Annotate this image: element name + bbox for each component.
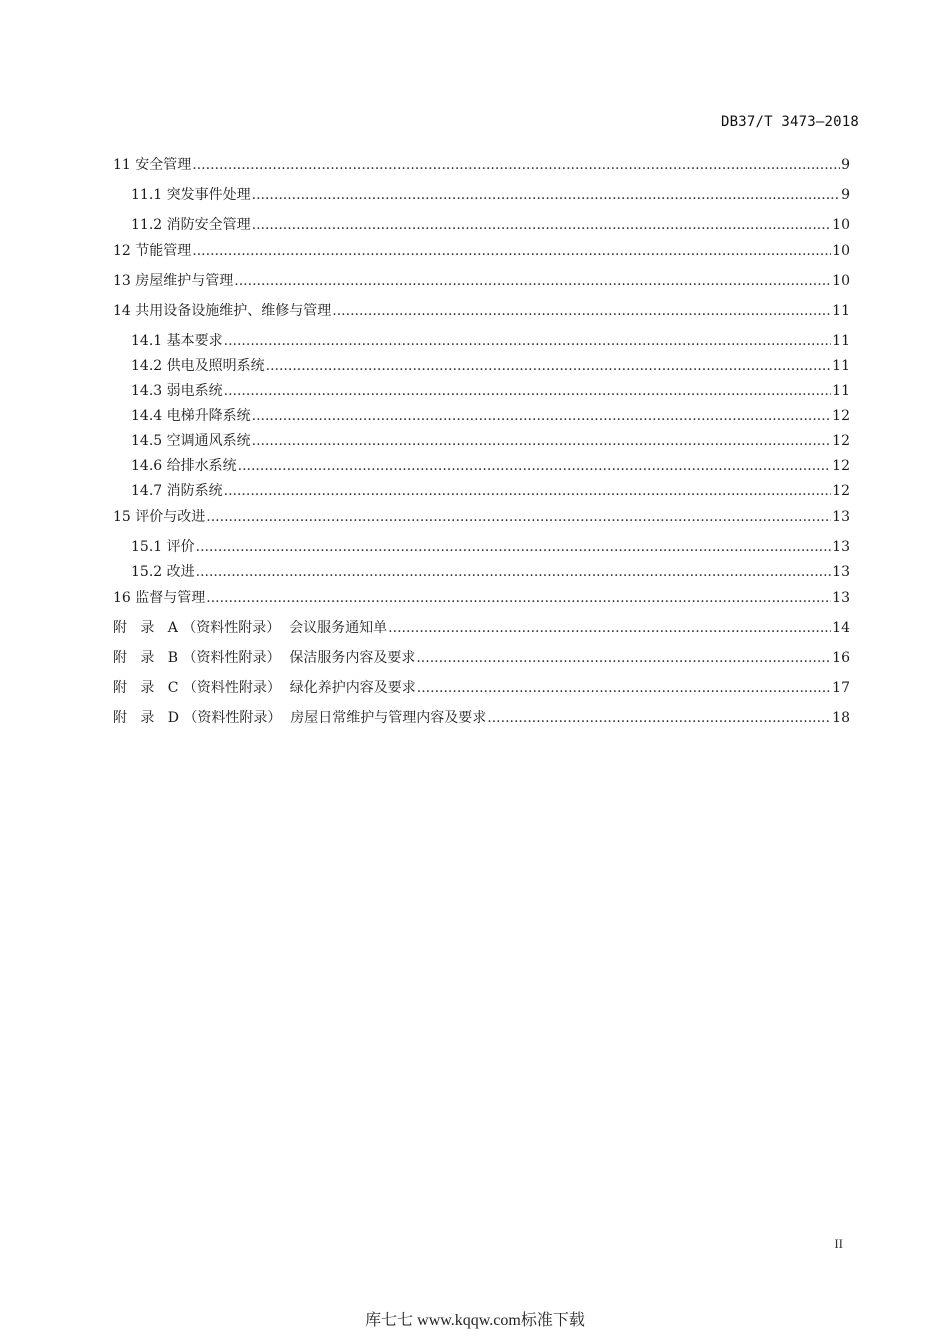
toc-dot-leader <box>192 155 840 175</box>
toc-dot-leader <box>252 406 832 426</box>
toc-entry-label: 11.1 突发事件处理 <box>131 187 251 203</box>
toc-entry-page: 11 <box>832 358 850 374</box>
toc-entry-page: 10 <box>832 243 850 259</box>
toc-entry-label: 附 录 D （资料性附录） 房屋日常维护与管理内容及要求 <box>113 710 487 726</box>
toc-dot-leader <box>234 271 831 291</box>
toc-entry[interactable] <box>113 301 850 321</box>
toc-entry[interactable] <box>113 356 850 376</box>
toc-entry-label: 15 评价与改进 <box>113 509 206 525</box>
toc-entry-label: 14.2 供电及照明系统 <box>131 358 265 374</box>
toc-dot-leader <box>196 562 832 582</box>
toc-dot-leader <box>266 356 832 376</box>
toc-entry-label: 14.3 弱电系统 <box>131 383 223 399</box>
page-number: II <box>834 1236 843 1251</box>
toc-entry-page: 11 <box>832 303 850 319</box>
toc-entry[interactable] <box>113 406 850 426</box>
toc-entry[interactable] <box>113 381 850 401</box>
toc-entry[interactable] <box>113 648 850 668</box>
toc-entry[interactable] <box>113 155 850 175</box>
toc-entry-label: 12 节能管理 <box>113 243 192 259</box>
toc-entry-label: 14.1 基本要求 <box>131 333 223 349</box>
toc-dot-leader <box>252 431 832 451</box>
toc-dot-leader <box>206 588 831 608</box>
toc-entry-page: 16 <box>832 650 850 666</box>
toc-entry[interactable] <box>113 708 850 728</box>
toc-entry-page: 13 <box>832 509 850 525</box>
toc-entry-page: 10 <box>832 217 850 233</box>
toc-entry[interactable] <box>113 331 850 351</box>
toc-entry-page: 14 <box>832 620 850 636</box>
toc-entry[interactable] <box>113 271 850 291</box>
toc-entry-label: 15.1 评价 <box>131 539 195 555</box>
toc-entry-label: 14.4 电梯升降系统 <box>131 408 251 424</box>
toc-entry[interactable] <box>113 215 850 235</box>
toc-entry-label: 15.2 改进 <box>131 564 195 580</box>
toc-dot-leader <box>238 456 832 476</box>
toc-entry-page: 10 <box>832 273 850 289</box>
toc-dot-leader <box>206 507 831 527</box>
toc-entry-page: 11 <box>832 333 850 349</box>
toc-entry-page: 9 <box>841 187 850 203</box>
toc-entry[interactable] <box>113 562 850 582</box>
toc-entry-page: 17 <box>832 680 850 696</box>
toc-entry-label: 14.5 空调通风系统 <box>131 433 251 449</box>
toc-dot-leader <box>416 648 831 668</box>
toc-entry-page: 11 <box>832 383 850 399</box>
toc-entry-label: 附 录 B （资料性附录） 保洁服务内容及要求 <box>113 650 416 666</box>
toc-entry-page: 9 <box>841 157 850 173</box>
toc-entry[interactable] <box>113 507 850 527</box>
toc-entry[interactable] <box>113 537 850 557</box>
toc-dot-leader <box>487 708 831 728</box>
table-of-contents <box>113 155 850 728</box>
toc-dot-leader <box>388 618 831 638</box>
toc-entry[interactable] <box>113 241 850 261</box>
toc-entry-page: 12 <box>832 433 850 449</box>
toc-entry-page: 13 <box>832 539 850 555</box>
toc-dot-leader <box>224 381 832 401</box>
toc-entry-page: 13 <box>832 590 850 606</box>
toc-dot-leader <box>252 215 832 235</box>
toc-entry-page: 12 <box>832 458 850 474</box>
toc-entry-label: 13 房屋维护与管理 <box>113 273 234 289</box>
toc-entry[interactable] <box>113 588 850 608</box>
toc-entry-label: 14.6 给排水系统 <box>131 458 237 474</box>
toc-entry-label: 附 录 C （资料性附录） 绿化养护内容及要求 <box>113 680 416 696</box>
toc-entry-label: 11.2 消防安全管理 <box>131 217 251 233</box>
toc-entry-page: 13 <box>832 564 850 580</box>
toc-entry[interactable] <box>113 456 850 476</box>
toc-dot-leader <box>332 301 831 321</box>
footer-watermark: 库七七 www.kqqw.com标准下载 <box>365 1312 585 1329</box>
toc-dot-leader <box>224 331 832 351</box>
toc-entry-page: 18 <box>832 710 850 726</box>
toc-dot-leader <box>224 481 832 501</box>
toc-entry-label: 14 共用设备设施维护、维修与管理 <box>113 303 332 319</box>
toc-entry[interactable] <box>113 481 850 501</box>
toc-entry[interactable] <box>113 185 850 205</box>
toc-dot-leader <box>196 537 832 557</box>
toc-entry-label: 附 录 A （资料性附录） 会议服务通知单 <box>113 620 388 636</box>
toc-entry[interactable] <box>113 678 850 698</box>
toc-entry-page: 12 <box>832 408 850 424</box>
toc-entry[interactable] <box>113 618 850 638</box>
toc-entry-label: 11 安全管理 <box>113 157 192 173</box>
toc-entry[interactable] <box>113 431 850 451</box>
toc-entry-label: 14.7 消防系统 <box>131 483 223 499</box>
toc-entry-page: 12 <box>832 483 850 499</box>
toc-dot-leader <box>192 241 831 261</box>
toc-dot-leader <box>417 678 831 698</box>
toc-entry-label: 16 监督与管理 <box>113 590 206 606</box>
toc-dot-leader <box>252 185 840 205</box>
document-code: DB37/T 3473—2018 <box>720 114 859 130</box>
